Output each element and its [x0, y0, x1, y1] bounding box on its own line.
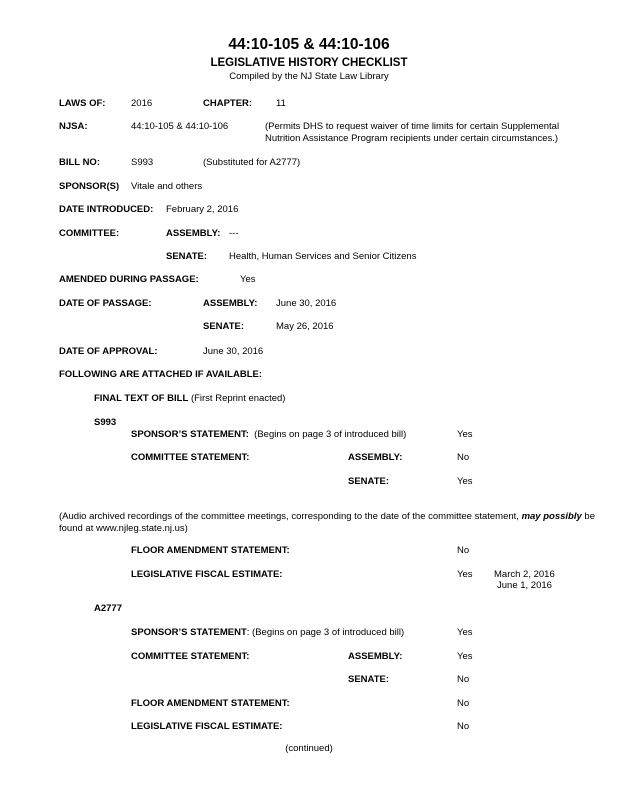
njsa-label: NJSA: — [59, 121, 88, 132]
audio-note-emphasis: may possibly — [521, 511, 582, 522]
a2777-fiscal-value: No — [457, 721, 470, 732]
a2777-committee-label: COMMITTEE STATEMENT: — [131, 651, 250, 662]
compiled-by: Compiled by the NJ State Law Library — [229, 71, 389, 82]
final-text-label: FINAL TEXT OF BILL — [94, 393, 189, 404]
a2777-floor-label: FLOOR AMENDMENT STATEMENT: — [131, 698, 290, 709]
audio-note — [59, 511, 607, 535]
approval-label: DATE OF APPROVAL: — [59, 346, 158, 357]
committee-senate-value: Health, Human Services and Senior Citizens — [229, 251, 417, 262]
s993-sponsor-label: SPONSOR’S STATEMENT: — [131, 429, 249, 440]
date-introduced-label: DATE INTRODUCED: — [59, 204, 154, 215]
a2777-senate-value: No — [457, 674, 470, 685]
document-subtitle: LEGISLATIVE HISTORY CHECKLIST — [210, 57, 408, 69]
bill-no-label: BILL NO: — [59, 157, 100, 168]
a2777-floor-value: No — [457, 698, 470, 709]
passage-senate-label: SENATE: — [203, 321, 244, 332]
a2777-sponsor-line — [131, 627, 404, 639]
bill-no-value: S993 — [131, 157, 154, 168]
sponsors-value: Vitale and others — [131, 181, 203, 192]
s993-senate-label: SENATE: — [348, 476, 389, 487]
final-text-note: (First Reprint enacted) — [190, 393, 286, 404]
s993-fiscal-value: Yes — [457, 569, 473, 580]
s993-senate-value: Yes — [457, 476, 473, 487]
s993-fiscal-date-2: June 1, 2016 — [497, 580, 552, 591]
a2777-assembly-label: ASSEMBLY: — [348, 651, 403, 662]
sponsors-label: SPONSOR(S) — [59, 181, 120, 192]
s993-heading: S993 — [94, 417, 117, 428]
laws-of-value: 2016 — [131, 98, 153, 109]
continued-note: (continued) — [285, 743, 333, 754]
bill-no-note: (Substituted for A2777) — [203, 157, 301, 168]
audio-note-url: be found at www.njleg.state.nj.us) — [59, 511, 595, 534]
njsa-value: 44:10-105 & 44:10-106 — [131, 121, 229, 132]
laws-of-label: LAWS OF: — [59, 98, 106, 109]
passage-assembly-label: ASSEMBLY: — [203, 298, 258, 309]
a2777-fiscal-label: LEGISLATIVE FISCAL ESTIMATE: — [131, 721, 283, 732]
s993-sponsor-line — [131, 429, 406, 441]
chapter-value: 11 — [276, 98, 286, 109]
passage-assembly-value: June 30, 2016 — [276, 298, 337, 309]
s993-assembly-label: ASSEMBLY: — [348, 452, 403, 463]
date-introduced-value: February 2, 2016 — [166, 204, 239, 215]
amended-label: AMENDED DURING PASSAGE: — [59, 274, 199, 285]
audio-note-text: (Audio archived recordings of the committee meetings, corresponding to the date of the committee statement, — [59, 511, 522, 522]
amended-value: Yes — [240, 274, 256, 285]
s993-sponsor-value: Yes — [457, 429, 473, 440]
s993-committee-label: COMMITTEE STATEMENT: — [131, 452, 250, 463]
committee-senate-label: SENATE: — [166, 251, 207, 262]
chapter-label: CHAPTER: — [203, 98, 253, 109]
committee-assembly-value: --- — [229, 228, 239, 239]
document-title: 44:10-105 & 44:10-106 — [228, 36, 390, 53]
a2777-senate-label: SENATE: — [348, 674, 389, 685]
committee-assembly-label: ASSEMBLY: — [166, 228, 221, 239]
s993-fiscal-date-1: March 2, 2016 — [494, 569, 555, 580]
s993-fiscal-label: LEGISLATIVE FISCAL ESTIMATE: — [131, 569, 283, 580]
a2777-assembly-value: Yes — [457, 651, 473, 662]
s993-floor-label: FLOOR AMENDMENT STATEMENT: — [131, 545, 290, 556]
s993-assembly-value: No — [457, 452, 470, 463]
a2777-sponsor-value: Yes — [457, 627, 473, 638]
committee-label: COMMITTEE: — [59, 228, 120, 239]
a2777-sponsor-note: : (Begins on page 3 of introduced bill) — [246, 627, 405, 638]
passage-senate-value: May 26, 2016 — [276, 321, 334, 332]
passage-label: DATE OF PASSAGE: — [59, 298, 152, 309]
final-text-line — [94, 393, 285, 405]
s993-sponsor-note: (Begins on page 3 of introduced bill) — [254, 429, 407, 440]
following-heading: FOLLOWING ARE ATTACHED IF AVAILABLE: — [59, 369, 262, 380]
a2777-sponsor-label: SPONSOR’S STATEMENT — [131, 627, 247, 638]
s993-floor-value: No — [457, 545, 470, 556]
njsa-description: (Permits DHS to request waiver of time limits for certain Supplemental Nutrition Assistance Program recipients under certain circumstances.) — [265, 121, 560, 144]
a2777-heading: A2777 — [94, 603, 122, 614]
approval-value: June 30, 2016 — [203, 346, 264, 357]
